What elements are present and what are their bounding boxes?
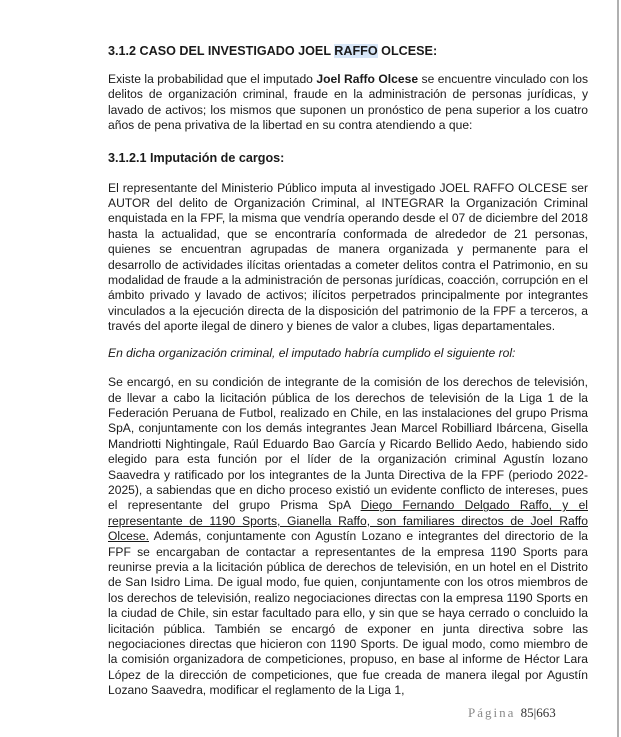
underlined-text: Diego Fernando Delgado Raffo, y el representante de 1190 Sports, Gianella Raffo, son familiares directos de Joel Raffo Olcese.: [108, 498, 588, 544]
search-highlight: RAFFO: [334, 44, 378, 58]
imputation-paragraph: El representante del Ministerio Público imputa al investigado JOEL RAFFO OLCESE ser AUTOR del delito de Organización Criminal, al INTEGRAR la Organización Criminal enquistada en la FPF, la misma que vendría operando desde el 07 de diciembre del 2018 hasta la actualidad, que se encontraría conformada de alrededor de 21 personas, quienes se encuentran agrupadas de manera organizada y permanente para el desarrollo de actividades ilícitas orientadas a cometer delitos contra el Patrimonio, en su modalidad de fraude a la administración de personas jurídicas, coacción, corrupción en el ámbito privado y lavado de activos; ilícitos perpetrados principalmente por integrantes vinculados a la ejecución directa de la disposición del patrimonio de la FPF a terceros, a través del aporte ilegal de dinero y bienes de valor a clubes, ligas departamentales.: [108, 180, 588, 334]
role-text-1: Se encargó, en su condición de integrante de la comisión de los derechos de televisión, de llevar a cabo la licitación pública de los derechos de televisión de la Liga 1 de la Federación Peruana de Futbol, realizado en Chile, en las instalaciones del grupo Prisma SpA, conjuntamente con los demás integrantes Jean Marcel Robilliard Ibárcena, Gisella Mandriotti Nightingale, Raúl Eduardo Bao García y Ricardo Bellido Aedo, habiendo sido elegido para esta función por el líder de la organización criminal Agustín lozano Saavedra y ratificado por los integrantes de la Junta Directiva de la FPF (periodo 2022-2025), a sabiendas que en dicho proceso existió un evidente conflicto de intereses, pues el representante del grupo Prisma SpA: [108, 375, 588, 513]
page-edge: [617, 0, 619, 737]
subsection-number: 3.1.2.1: [108, 150, 147, 165]
page-separator: |: [533, 705, 537, 720]
role-intro-paragraph: En dicha organización criminal, el imputado habría cumplido el siguiente rol:: [108, 345, 516, 360]
section-title-pre: CASO DEL INVESTIGADO JOEL: [139, 44, 335, 58]
section-number: 3.1.2: [108, 44, 137, 58]
section-heading: [108, 43, 588, 59]
page-current: 85: [520, 705, 534, 720]
page-footer: [468, 705, 556, 721]
intro-text-1: Existe la probabilidad que el imputado: [108, 72, 317, 86]
page-label: Página: [468, 705, 516, 720]
role-text-2: Además, conjuntamente con Agustín Lozano e integrantes del directorio de la FPF se encargaban de contactar a representantes de la empresa 1190 Sports para reunirse previa a la licitación pública de derechos de televisión, en un hotel en el Distrito de San Isidro Lima. De igual modo, fue quien, conjuntamente con los otros miembros de los derechos de televisión, realizo negociaciones directas con la empresa 1190 Sports en la ciudad de Chile, sin estar facultado para ello, y sin que se haya cerrado o concluido la licitación pública. También se encargó de exponer en junta directiva sobre las negociaciones directas que hicieron con 1190 Sports. De igual modo, como miembro de la comisión organizadora de competiciones, propuso, en base al informe de Héctor Lara López de la dirección de competiciones, que fue creada de manera ilegal por Agustín Lozano Saavedra, modificar el reglamento de la Liga 1,: [108, 529, 588, 698]
subsection-heading: [108, 150, 588, 166]
page-content: [108, 40, 588, 699]
defendant-name: Joel Raffo Olcese: [316, 72, 419, 86]
intro-paragraph: [108, 72, 588, 134]
page-total: 663: [536, 705, 556, 720]
subsection-title: Imputación de cargos:: [150, 150, 285, 165]
intro-text-2: se encuentre vinculado con los delitos de organización criminal, fraude en la administración de personas jurídicas, y lavado de activos; los mismos que suponen un pronóstico de pena superior a los cuatro años de pena privativa de la libertad en su contra atendiendo a que:: [108, 72, 588, 133]
section-title-post: OLCESE:: [377, 44, 438, 58]
role-paragraph: [108, 375, 588, 699]
